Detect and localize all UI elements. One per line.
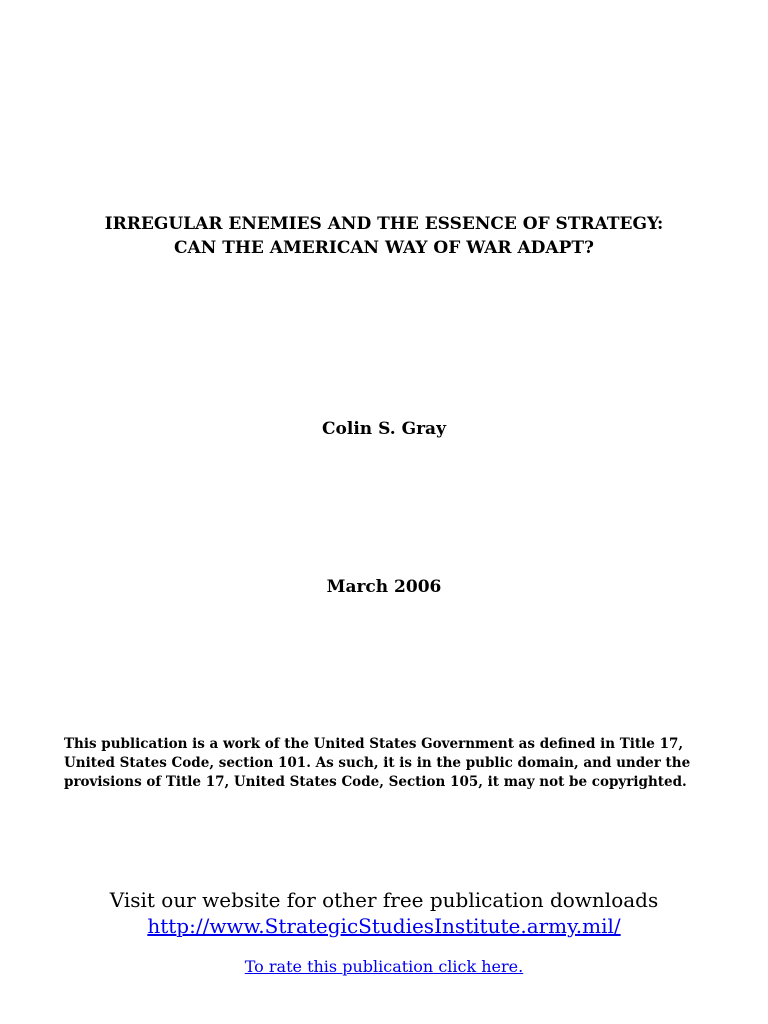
- visit-text: Visit our website for other free publication downloads: [109, 888, 659, 912]
- notice-line: provisions of Title 17, United States Code, Section 105, it may not be copyrighted.: [64, 774, 687, 790]
- notice-line: This publication is a work of the United States Government as defined in Title 17,: [64, 736, 684, 752]
- publication-date: March 2006: [326, 577, 442, 597]
- rate-publication-link[interactable]: To rate this publication click here.: [244, 957, 524, 976]
- author-name: Colin S. Gray: [322, 419, 446, 439]
- website-link[interactable]: http://www.StrategicStudiesInstitute.army.mil/: [147, 914, 621, 938]
- rate-section: [0, 956, 768, 978]
- document-title: [0, 212, 768, 260]
- notice-line: United States Code, section 101. As such, it is in the public domain, and under the: [64, 755, 691, 771]
- title-line-2: CAN THE AMERICAN WAY OF WAR ADAPT?: [174, 238, 594, 258]
- website-promo: [0, 887, 768, 939]
- public-domain-notice: [64, 735, 714, 792]
- title-line-1: IRREGULAR ENEMIES AND THE ESSENCE OF STRATEGY:: [104, 214, 664, 234]
